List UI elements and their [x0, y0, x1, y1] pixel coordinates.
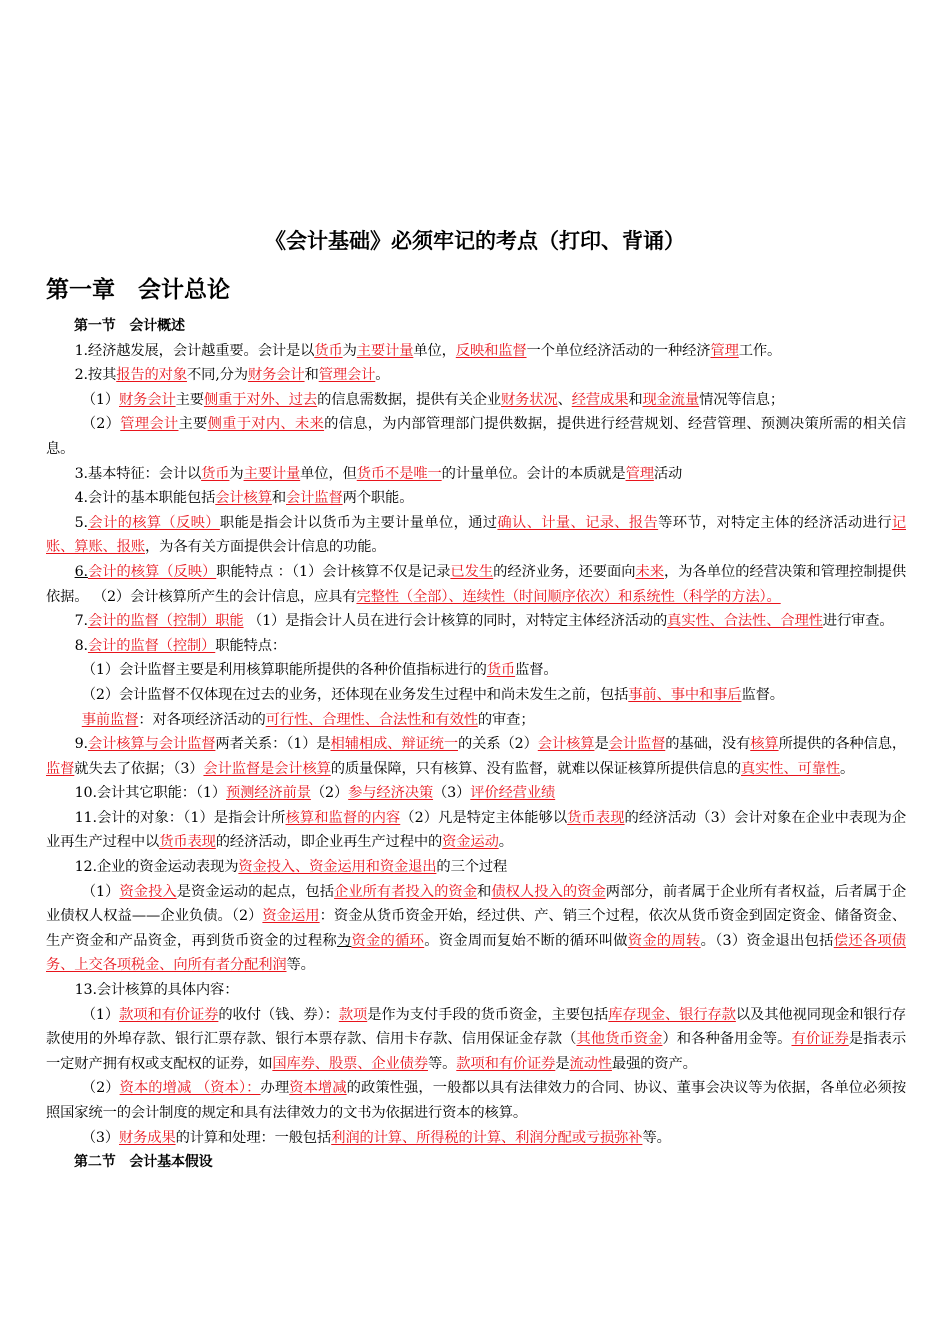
highlighted-term: 管理会计 — [318, 367, 376, 384]
text-run: 第一节 会计概述 — [74, 318, 185, 334]
text-run: 一个单位经济活动的一种经济 — [526, 342, 711, 359]
highlighted-term: 管理 — [625, 465, 654, 482]
highlighted-term: 利润的计算、所得税的计算、利润分配或亏损弥补 — [331, 1129, 643, 1146]
highlighted-term: 管理会计 — [120, 416, 179, 433]
text-run: 单位， — [413, 342, 456, 359]
text-run: 9. — [74, 736, 88, 753]
text-run: 的三个过程 — [436, 859, 508, 876]
chapter-heading: 第一章 会计总论 — [46, 277, 230, 303]
paragraph — [46, 978, 906, 1003]
paragraph — [46, 511, 906, 560]
text-run: 是 — [594, 736, 609, 753]
text-run: ：资金从货币资金开始，经过供、产、销三个过程，依次从货币资金到固定资金、储备资金、生产资金和产品资金，再到货币资金的过程称 — [46, 908, 906, 949]
highlighted-term: 会计核算 — [215, 490, 272, 507]
text-run: 为 — [229, 465, 244, 482]
highlighted-term: 参与经济决策 — [348, 785, 434, 802]
text-run: 11.会计的对象：（1）是指会计所 — [74, 809, 286, 826]
highlighted-term: 款项和有价证券 — [456, 1055, 556, 1072]
text-run: 的关系（2） — [458, 736, 538, 753]
section-heading — [46, 314, 906, 339]
text-run: ，为各有关方面提供会计信息的功能。 — [145, 539, 386, 556]
highlighted-term: 主要计量 — [243, 465, 301, 482]
highlighted-term: 评价经营业绩 — [470, 785, 556, 802]
highlighted-term: 债权人投入的资金 — [491, 883, 606, 900]
paragraph — [46, 855, 906, 880]
text-run: 7. — [74, 613, 88, 630]
highlighted-term: 资金运动 — [442, 834, 499, 851]
paragraph — [46, 412, 906, 461]
text-run: （1）会计监督主要是利用核算职能所提供的各种价值指标进行的 — [81, 662, 487, 679]
highlighted-term: 可行性、合理性、合法性和有效性 — [265, 711, 478, 728]
text-run: 的收付（钱、券）： — [218, 1006, 339, 1023]
highlighted-term: 真实性、合法性、合理性 — [667, 613, 823, 630]
text-run: 12.企业的资金运动表现为 — [74, 859, 239, 876]
paragraph — [46, 388, 906, 413]
text-run: 的经济活动，即企业再生产过程中的 — [215, 834, 443, 851]
section-heading — [46, 1150, 906, 1175]
highlighted-term: 财务会计 — [247, 367, 305, 384]
text-run: （3） — [81, 1129, 119, 1146]
text-run: 和 — [477, 883, 492, 900]
highlighted-term: 现金流量 — [642, 391, 700, 408]
text-run: 两者关系：（1）是 — [215, 736, 331, 753]
paragraph — [46, 732, 906, 781]
highlighted-term: 款项 — [338, 1006, 368, 1023]
highlighted-term: 财务会计 — [119, 391, 176, 408]
text-run: （2） — [310, 785, 349, 802]
text-run: ）和各种备用金等。 — [662, 1031, 792, 1048]
text-run: 等。 — [427, 1055, 457, 1072]
highlighted-term: 核算和监督的内容 — [285, 809, 401, 826]
paragraph — [46, 339, 906, 364]
text-run: ，为各单位的经营决策和管理控制提供依据。 （2）会计核算所产生的会计信息，应具有 — [46, 563, 906, 605]
text-run: 为 — [336, 932, 352, 949]
text-run: （1） — [81, 883, 120, 900]
paragraph — [46, 1003, 906, 1077]
text-run: 。（3）资金退出包括 — [700, 932, 834, 949]
text-run: 是指表示一定财产拥有权或支配权的证券，如 — [46, 1031, 906, 1072]
text-run: 的基础，没有 — [665, 736, 751, 753]
text-run: 1.经济越发展，会计越重要。会计是以 — [74, 342, 315, 359]
paragraph — [46, 1076, 906, 1125]
text-run: 。 — [375, 367, 390, 384]
text-run: 情况等信息； — [699, 391, 784, 408]
text-run: （1） — [81, 1006, 120, 1023]
text-run: 以及其他视同现金和银行存款使用的外埠存款、银行汇票存款、银行本票存款、信用卡存款、信用保证金存款（ — [46, 1006, 906, 1048]
highlighted-term: 记账、算账、报账 — [46, 514, 906, 556]
highlighted-term: 会计的监督（控制）职能 — [87, 613, 244, 630]
highlighted-term: 主要计量 — [356, 342, 414, 359]
paragraph — [46, 880, 906, 978]
text-run: 等。 — [642, 1129, 671, 1146]
paragraph — [46, 1126, 906, 1151]
highlighted-term: 反映和监督 — [455, 342, 527, 359]
highlighted-term: 货币表现 — [159, 834, 216, 851]
text-run: 的政策性强，一般都以具有法律效力的合同、协议、董事会决议等为依据，各单位必须按照国家统一的会计制度的规定和具有法律效力的文书为依据进行资本的核算。 — [46, 1080, 907, 1121]
highlighted-term: 财务状况 — [501, 391, 558, 408]
text-run: 进行审查。 — [822, 613, 894, 630]
text-run: 办理 — [260, 1080, 290, 1097]
text-run: 第二节 会计基本假设 — [74, 1154, 213, 1171]
text-run: 职能特点 ：（1）会计核算不仅是记录 — [216, 563, 451, 580]
highlighted-term: 货币 — [201, 465, 230, 482]
text-run: 8. — [74, 637, 88, 654]
highlighted-term: 真实性、可靠性 — [741, 760, 841, 777]
text-run: 就失去了依据；（3） — [74, 760, 204, 777]
text-run: 的计量单位。会计的本质就是 — [441, 465, 626, 482]
highlighted-term: 国库券、股票、企业债券 — [272, 1055, 428, 1072]
highlighted-term: 偿还各项债务、上交各项税金、向所有者分配利润 — [46, 932, 907, 974]
highlighted-term: 资金的循环 — [351, 932, 425, 949]
paragraph — [46, 462, 906, 487]
highlighted-term: 资金运用 — [262, 908, 320, 925]
highlighted-term: 资金的周转 — [627, 932, 701, 949]
text-run: 6. — [74, 563, 88, 580]
highlighted-term: 货币不是唯一 — [356, 465, 442, 482]
text-run: 和 — [304, 367, 319, 384]
text-run: 的计算和处理：一般包括 — [175, 1129, 332, 1146]
highlighted-term: 会计监督是会计核算 — [203, 760, 331, 777]
text-run: 为 — [342, 342, 357, 359]
highlighted-term: 确认、计量、记录、报告 — [497, 514, 659, 531]
text-run: 监督。 — [515, 662, 558, 679]
highlighted-term: 会计核算与会计监督 — [87, 736, 216, 753]
text-run: 和 — [628, 391, 643, 408]
text-run: 单位，但 — [300, 465, 357, 482]
highlighted-term: 报告的对象 — [116, 367, 187, 384]
text-run: 的信息需数据，提供有关企业 — [317, 391, 501, 408]
paragraph — [46, 609, 906, 634]
text-run: 13.会计核算的具体内容： — [74, 982, 239, 999]
highlighted-term: 侧重于对外、过去 — [203, 391, 318, 408]
text-run: 两部分，前者属于企业所有者权益，后者属于企业债权人权益——企业负债。（2） — [46, 883, 906, 925]
highlighted-term: 会计监督 — [608, 736, 666, 753]
text-run: （3） — [433, 785, 471, 802]
highlighted-term: 款项和有价证券 — [119, 1006, 219, 1023]
text-run: （2）会计监督不仅体现在过去的业务，还体现在业务发生过程中和尚未发生之前，包括 — [81, 686, 629, 703]
text-run: 等环节，对特定主体的经济活动进行 — [658, 514, 892, 531]
paragraph — [46, 781, 906, 806]
highlighted-term: 经营成果 — [571, 391, 629, 408]
text-run: 不同,分为 — [186, 367, 248, 384]
highlighted-term: 资金投入、资金运用和资金退出 — [238, 859, 437, 876]
text-run: （2） — [81, 1080, 120, 1097]
text-run: （1） — [81, 391, 119, 408]
highlighted-term: 资本的增减 （资本）： — [119, 1080, 261, 1097]
text-run: 、 — [557, 391, 572, 408]
highlighted-term: 会计的核算（反映） — [87, 563, 217, 580]
highlighted-term: 事前、事中和事后 — [628, 686, 742, 703]
paragraph — [46, 634, 906, 659]
paragraph — [46, 363, 906, 388]
highlighted-term: 事前监督 — [81, 711, 139, 728]
highlighted-term: 货币表现 — [567, 809, 625, 826]
highlighted-term: 会计核算 — [537, 736, 595, 753]
highlighted-term: 流动性 — [569, 1055, 612, 1072]
text-run: 。 — [840, 760, 855, 777]
text-run: 是作为支付手段的货币资金，主要包括 — [367, 1006, 609, 1023]
highlighted-term: 会计监督 — [286, 490, 343, 507]
text-run: 的审查； — [477, 711, 535, 728]
text-run: 最强的资产。 — [611, 1055, 697, 1072]
text-run: 主要 — [175, 391, 204, 408]
text-run: ：对各项经济活动的 — [138, 711, 266, 728]
highlighted-term: 侧重于对内、未来 — [207, 416, 325, 433]
text-run: 活动 — [653, 465, 683, 482]
text-run: 职能特点： — [215, 637, 286, 654]
highlighted-term: 监督 — [46, 760, 75, 777]
text-run: 所提供的各种信息， — [778, 736, 907, 753]
highlighted-term: 会计的核算（反映） — [87, 514, 220, 531]
text-run: 的质量保障，只有核算、没有监督，就难以保证核算所提供信息的 — [330, 760, 742, 777]
text-run: 工作。 — [738, 342, 782, 359]
paragraph — [46, 658, 906, 683]
highlighted-term: 财务成果 — [119, 1129, 176, 1146]
text-run: 2.按其 — [74, 367, 117, 384]
text-run: 等。 — [286, 957, 315, 974]
text-run: 10.会计其它职能：（1） — [74, 785, 226, 802]
highlighted-term: 有价证券 — [791, 1031, 849, 1048]
highlighted-term: 资本增减 — [289, 1080, 347, 1097]
text-run: 职能是指会计以货币为主要计量单位，通过 — [219, 514, 498, 531]
text-run: 两个职能。 — [342, 490, 414, 507]
text-run: 。 — [498, 834, 513, 851]
highlighted-term: 货币 — [486, 662, 516, 679]
text-run: 4.会计的基本职能包括 — [74, 490, 216, 507]
text-run: 5. — [74, 514, 88, 531]
highlighted-term: 管理 — [710, 342, 739, 359]
text-run: 3.基本特征：会计以 — [74, 465, 202, 482]
text-run: 和 — [271, 490, 287, 507]
paragraph — [46, 806, 906, 855]
paragraph — [46, 560, 906, 609]
paragraph — [46, 486, 906, 511]
text-run: 监督。 — [741, 686, 784, 703]
text-run: （2）凡是特定主体能够以 — [400, 809, 568, 826]
highlighted-term: 会计的监督（控制） — [87, 637, 216, 654]
highlighted-term: 货币 — [314, 342, 343, 359]
text-run: 主要 — [178, 416, 208, 433]
highlighted-term: 核算 — [750, 736, 779, 753]
text-run: 。资金周而复始不断的循环叫做 — [424, 932, 628, 949]
text-run: 的经济活动（3）会计对象在企业中表现为企业再生产过程中以 — [46, 809, 906, 851]
paragraph — [46, 708, 906, 733]
highlighted-term: 资金投入 — [119, 883, 177, 900]
highlighted-term: 已发生 — [450, 563, 494, 580]
text-run: 的信息，为内部管理部门提供数据，提供进行经营规划、经营管理、预测决策所需的相关信息。 — [46, 416, 906, 457]
text-run: （1）是指会计人员在进行会计核算的同时，对特定主体经济活动的 — [243, 613, 668, 630]
highlighted-term: 库存现金、银行存款 — [608, 1006, 736, 1023]
highlighted-term: 其他货币资金 — [576, 1031, 663, 1048]
text-run: 的经济业务，还要面向 — [493, 563, 636, 580]
highlighted-term: 完整性（全部）、连续性（时间顺序依次）和系统性（科学的方法）。 — [356, 588, 781, 605]
paragraph — [46, 683, 906, 708]
highlighted-term: 企业所有者投入的资金 — [334, 883, 478, 900]
highlighted-term: 预测经济前景 — [226, 785, 311, 802]
highlighted-term: 未来 — [635, 563, 665, 580]
document-body — [46, 314, 906, 1175]
text-run: （2） — [81, 416, 121, 433]
document-title: 《会计基础》必须牢记的考点（打印、背诵） — [265, 229, 685, 253]
highlighted-term: 相辅相成、辩证统一 — [330, 736, 458, 753]
text-run: 是资金运动的起点，包括 — [176, 883, 335, 900]
text-run: 是 — [555, 1055, 570, 1072]
